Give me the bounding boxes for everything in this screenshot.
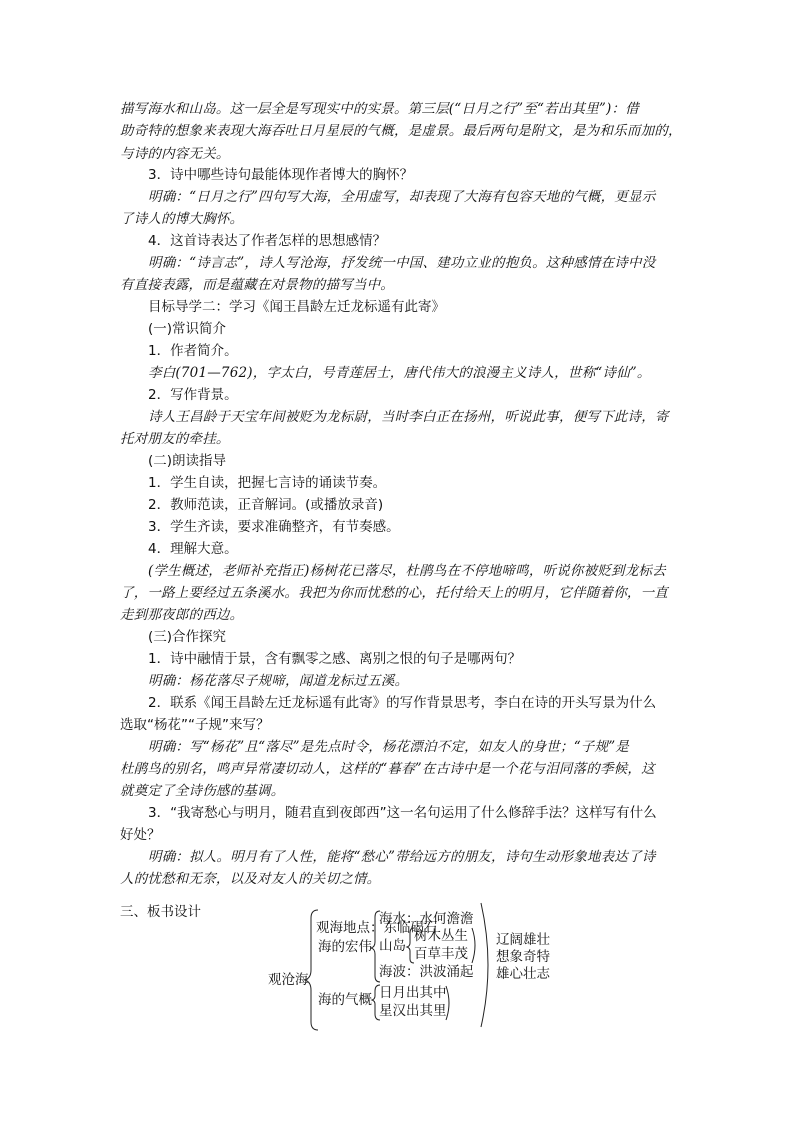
board-root: 观沧海 xyxy=(268,972,309,988)
question-line: 2．联系《闻王昌龄左迁龙标遥有此寄》的写作背景思考，李白在诗的开头写景为什么 xyxy=(148,695,657,711)
list-item: 4．理解大意。 xyxy=(148,541,238,557)
subsection-heading: (一)常识简介 xyxy=(148,321,227,337)
paren-shandao xyxy=(472,928,475,963)
section-title: 三、板书设计 xyxy=(120,904,201,920)
board-haibo: 海波：洪波涌起 xyxy=(379,964,474,980)
answer-line: 明确：写“杨花”且“落尽”是先点时令，杨花漂泊不定，如友人的身世；“子规”是 xyxy=(148,739,630,755)
paragraph-line: 诗人王昌龄于天宝年间被贬为龙标尉，当时李白正在扬州，听说此事，便写下此诗，寄 xyxy=(148,409,669,425)
answer-line: 明确：杨花落尽子规啼，闻道龙标过五溪。 xyxy=(148,673,409,689)
question-line: 选取“杨花”“子规”来写？ xyxy=(120,717,270,733)
board-summary-3: 雄心壮志 xyxy=(496,966,550,982)
question-line: 好处？ xyxy=(120,827,161,843)
paragraph-line: 了，一路上要经过五条溪水。我把为你而忧愁的心，托付给天上的明月，它伴随着你，一直 xyxy=(120,585,668,601)
board-summary-2: 想象奇特 xyxy=(496,949,550,965)
answer-line: 人的忧愁和无奈，以及对友人的关切之情。 xyxy=(120,871,381,887)
question-line: 4．这首诗表达了作者怎样的思想感情？ xyxy=(148,233,387,249)
board-grand-label: 海的宏伟 xyxy=(318,939,372,955)
subsection-heading: 目标导学二：学习《闻王昌龄左迁龙标遥有此寄》 xyxy=(148,299,445,315)
answer-line: 就奠定了全诗伤感的基调。 xyxy=(120,783,285,799)
question-line: 3．诗中哪些诗句最能体现作者博大的胸怀？ xyxy=(148,167,414,183)
board-baicao: 百草丰茂 xyxy=(414,946,468,962)
list-item: 2．写作背景。 xyxy=(148,387,238,403)
subsection-heading: (二)朗读指导 xyxy=(148,453,227,469)
list-item: 2．教师范读，正音解词。(或播放录音) xyxy=(148,497,384,513)
board-location: 观海地点：东临碣石 xyxy=(316,920,438,936)
answer-line: 明确：“诗言志”，诗人写沧海，抒发统一中国、建功立业的抱负。这种感情在诗中没 xyxy=(148,255,656,271)
list-item: 1．作者简介。 xyxy=(148,343,238,359)
board-shumu: 树木丛生 xyxy=(414,928,468,944)
board-xinghan: 星汉出其里 xyxy=(379,1003,447,1019)
question-line: 1．诗中融情于景，含有飘零之感、离别之恨的句子是哪两句？ xyxy=(148,651,522,667)
paragraph-line: 与诗的内容无关。 xyxy=(120,146,230,162)
paragraph-line: 助奇特的想象来表现大海吞吐日月星辰的气概，是虚景。最后两句是附文，是为和乐而加的， xyxy=(120,123,682,139)
answer-line: 了诗人的博大胸怀。 xyxy=(120,211,244,227)
list-item: 1．学生自读，把握七言诗的诵读节奏。 xyxy=(148,475,387,491)
paragraph-line: 李白(701—762)，字太白，号青莲居士，唐代伟大的浪漫主义诗人，世称“诗仙”。 xyxy=(148,365,651,381)
board-haishui: 海水：水何澹澹 xyxy=(379,911,474,927)
question-line: 3．“我寄愁心与明月，随君直到夜郎西”这一名句运用了什么修辞手法？这样写有什么 xyxy=(148,805,657,821)
board-qigai-label: 海的气概 xyxy=(318,992,372,1008)
paragraph-line: (学生概述，老师补充指正)杨树花已落尽，杜鹃鸟在不停地啼鸣，听说你被贬到龙标去 xyxy=(148,563,666,579)
board-shandao: 山岛 xyxy=(379,938,406,954)
answer-line: 明确：“日月之行”四句写大海，全用虚写，却表现了大海有包容天地的气概，更显示 xyxy=(148,189,656,205)
board-summary-1: 辽阔雄壮 xyxy=(496,932,550,948)
list-item: 3．学生齐读，要求准确整齐，有节奏感。 xyxy=(148,519,400,535)
paragraph-line: 描写海水和山岛。这一层全是写现实中的实景。第三层(“日月之行”至“若出其里”)：借 xyxy=(120,101,639,117)
board-riyue: 日月出其中 xyxy=(379,985,447,1001)
subsection-heading: (三)合作探究 xyxy=(148,629,227,645)
answer-line: 有直接表露，而是蕴藏在对景物的描写当中。 xyxy=(120,277,394,293)
paragraph-line: 托对朋友的牵挂。 xyxy=(120,431,230,447)
paragraph-line: 走到那夜郎的西边。 xyxy=(120,607,244,623)
answer-line: 杜鹃鸟的别名，鸣声异常凄切动人，这样的“暮春”在古诗中是一个花与泪同落的季候，这 xyxy=(120,761,655,777)
paren-right-big xyxy=(481,903,488,1027)
answer-line: 明确：拟人。明月有了人性，能将“愁心”带给远方的朋友，诗句生动形象地表达了诗 xyxy=(148,849,656,865)
